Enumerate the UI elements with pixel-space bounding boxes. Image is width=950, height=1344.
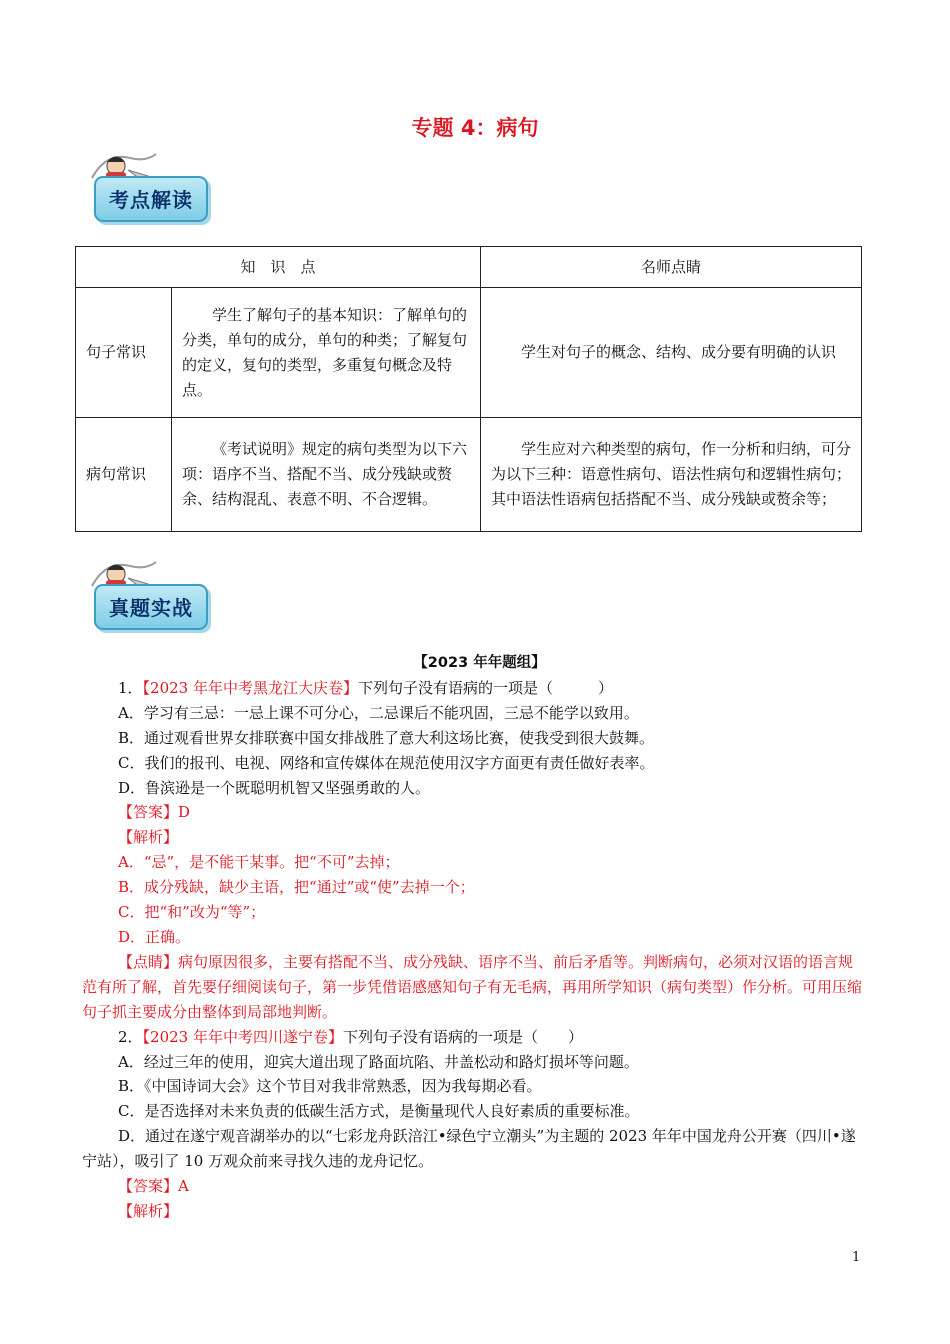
option: D．鲁滨逊是一个既聪明机智又坚强勇敢的人。 xyxy=(118,778,431,797)
question-stem: 下列句子没有语病的一项是（ ） xyxy=(343,1027,584,1046)
practice-content xyxy=(82,651,867,1224)
knowledge-table xyxy=(75,246,862,532)
row-description: 学生了解句子的基本知识：了解单句的分类，单句的成分，单句的种类；了解复句的定义，复句的类型，多重复句概念及特点。 xyxy=(182,305,468,399)
analysis-label: 【解析】 xyxy=(118,1201,179,1220)
answer-value: A xyxy=(178,1177,189,1196)
row-description: 《考试说明》规定的病句类型为以下六项：语序不当、搭配不当、成分残缺或赘余、结构混乱、表意不明、不合逻辑。 xyxy=(182,440,468,508)
answer-value: D xyxy=(178,803,191,822)
question-number: 2． xyxy=(118,1027,143,1046)
analysis-item: D．正确。 xyxy=(118,927,191,946)
option: C．是否选择对未来负责的低碳生活方式，是衡量现代人良好素质的重要标准。 xyxy=(118,1102,640,1121)
tip-text: 病句原因很多，主要有搭配不当、成分残缺、语序不当、前后矛盾等。判断病句，必须对汉语的语言规范有所了解，首先要仔细阅读句子，第一步凭借语感感知句子有无毛病，再用所学知识（病句类型）作分析。可用压缩句子抓主要成分由整体到局部地判断。 xyxy=(82,952,863,1021)
analysis-item: B．成分残缺，缺少主语，把“通过”或“使”去掉一个； xyxy=(118,878,475,897)
row-label: 句子常识 xyxy=(76,288,172,418)
row-label: 病句常识 xyxy=(76,418,172,532)
analysis-item: A．“忌”，是不能干某事。把“不可”去掉； xyxy=(118,853,400,872)
page-number: 1 xyxy=(852,1250,861,1265)
question-stem: 下列句子没有语病的一项是（ ） xyxy=(358,678,614,697)
group-title: 【2023 年年题组】 xyxy=(413,655,546,671)
page-title: 专题 4：病句 xyxy=(411,116,539,140)
question-number: 1． xyxy=(118,678,143,697)
option: C．我们的报刊、电视、网络和宣传媒体在规范使用汉字方面更有责任做好表率。 xyxy=(118,753,655,772)
badge-label: 真题实战 xyxy=(109,596,193,620)
table-row xyxy=(76,288,862,418)
table-header: 知 识 点 xyxy=(76,247,481,288)
tip-paragraph xyxy=(82,950,867,1025)
answer-label: 【答案】 xyxy=(118,803,179,822)
answer-label: 【答案】 xyxy=(118,1177,179,1196)
option: B．《中国诗词大会》这个节目对我非常熟悉，因为我每期必看。 xyxy=(118,1077,542,1096)
answer-line xyxy=(92,1174,867,1199)
table-header-row xyxy=(76,247,862,288)
question-source: 【2023 年年中考四川遂宁卷】 xyxy=(142,1027,343,1046)
tip-label: 【点睛】 xyxy=(118,952,179,971)
analysis-item: C．把“和”改为“等”； xyxy=(118,903,266,922)
badge-label: 考点解读 xyxy=(109,188,193,212)
table-header: 名师点睛 xyxy=(481,247,862,288)
question-source: 【2023 年年中考黑龙江大庆卷】 xyxy=(142,678,358,697)
option: A．经过三年的使用，迎宾大道出现了路面坑陷、井盖松动和路灯损坏等问题。 xyxy=(118,1052,639,1071)
row-note: 学生应对六种类型的病句，作一分析和归纳，可分为以下三种：语意性病句、语法性病句和逻辑性病句；其中语法性语病包括搭配不当、成分残缺或赘余等； xyxy=(491,440,852,508)
answer-line xyxy=(92,800,867,825)
section-badge-exam-points xyxy=(86,148,216,228)
analysis-label: 【解析】 xyxy=(118,828,179,847)
table-row xyxy=(76,418,862,532)
section-badge-practice xyxy=(86,556,216,636)
row-note: 学生对句子的概念、结构、成分要有明确的认识 xyxy=(521,343,837,361)
question-2 xyxy=(92,1025,867,1050)
option: A．学习有三忌：一忌上课不可分心，二忌课后不能巩固，三忌不能学以致用。 xyxy=(118,703,639,722)
option: D．通过在遂宁观音湖举办的以“七彩龙舟跃涪江•绿色宁立潮头”为主题的 2023 年年中国龙舟公开赛（四川•遂宁站），吸引了 10 万观众前来寻找久违的龙舟记忆。 xyxy=(82,1127,856,1171)
question-1 xyxy=(92,676,867,701)
option: B．通过观看世界女排联赛中国女排战胜了意大利这场比赛，使我受到很大鼓舞。 xyxy=(118,728,655,747)
